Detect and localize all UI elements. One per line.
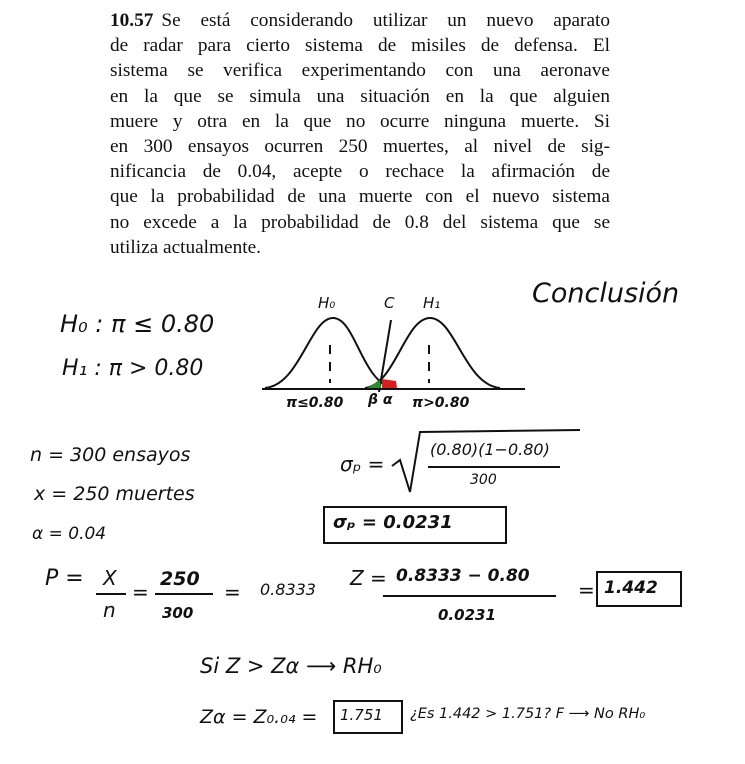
zalpha-lhs: Zα = Z₀.₀₄ = [200,706,318,728]
p-value: 0.8333 [260,580,316,599]
sample-size: n = 300 ensayos [30,444,191,466]
zalpha-value: 1.751 [340,706,383,724]
graph-label-h0: H₀ [318,294,336,312]
z-value: 1.442 [604,578,658,598]
problem-number: 10.57 [110,10,154,31]
z-lhs: Z = [350,566,387,590]
sigma-denominator: 300 [470,472,497,488]
problem-line: 10.57 Se está considerando utilizar un nuevo aparato [110,10,610,31]
alt-hypothesis: H₁ : π > 0.80 [62,356,204,381]
problem-line: nificancia de 0.04, acepte o rechace la afirmación de [110,161,610,183]
z-numerator: 0.8333 − 0.80 [396,566,530,586]
problem-line: en la que se simula una situación en la que alguien [110,85,610,107]
axis-label-mid: β α [368,392,393,408]
problem-line: que la probabilidad de una muerte con el nuevo sistema [110,186,610,208]
p-eq2: = [224,580,241,604]
conclusion-title: Conclusión [532,278,680,309]
decision-rule: Si Z > Zα ⟶ RH₀ [200,654,382,678]
z-eq: = [578,578,595,602]
p-eq1: = [132,580,149,604]
graph-label-h1: H₁ [423,294,441,312]
problem-line: utiliza actualmente. [110,236,261,258]
problem-line: sistema se verifica experimentando con una aeronave [110,60,610,82]
axis-label-left: π≤0.80 [286,395,344,411]
sigma-numerator: (0.80)(1−0.80) [430,440,550,459]
successes: x = 250 muertes [34,483,195,505]
p-x: X [103,566,117,590]
p-300: 300 [162,604,194,622]
graph-label-c: C [384,294,395,312]
z-denominator: 0.0231 [438,606,496,624]
problem-line: muere y otra en la que no ocurre ninguna muerte. Si [110,110,610,132]
sigma-lhs: σₚ = [340,452,385,476]
axis-label-right: π>0.80 [412,395,470,411]
problem-line: no excede a la probabilidad de 0.8 del sistema que se [110,211,610,233]
null-hypothesis: H₀ : π ≤ 0.80 [60,310,215,338]
p-n: n [103,598,116,622]
problem-line: de radar para cierto sistema de misiles de defensa. El [110,35,610,57]
significance-level: α = 0.04 [32,524,107,544]
problem-line: en 300 ensayos ocurren 250 muertes, al nivel de sig- [110,136,610,158]
p-lhs: P = [45,566,84,591]
sigma-value: σₚ = 0.0231 [333,512,453,533]
p-250: 250 [160,568,200,590]
comparison-conclusion: ¿Es 1.442 > 1.751? F ⟶ No RH₀ [410,706,646,722]
